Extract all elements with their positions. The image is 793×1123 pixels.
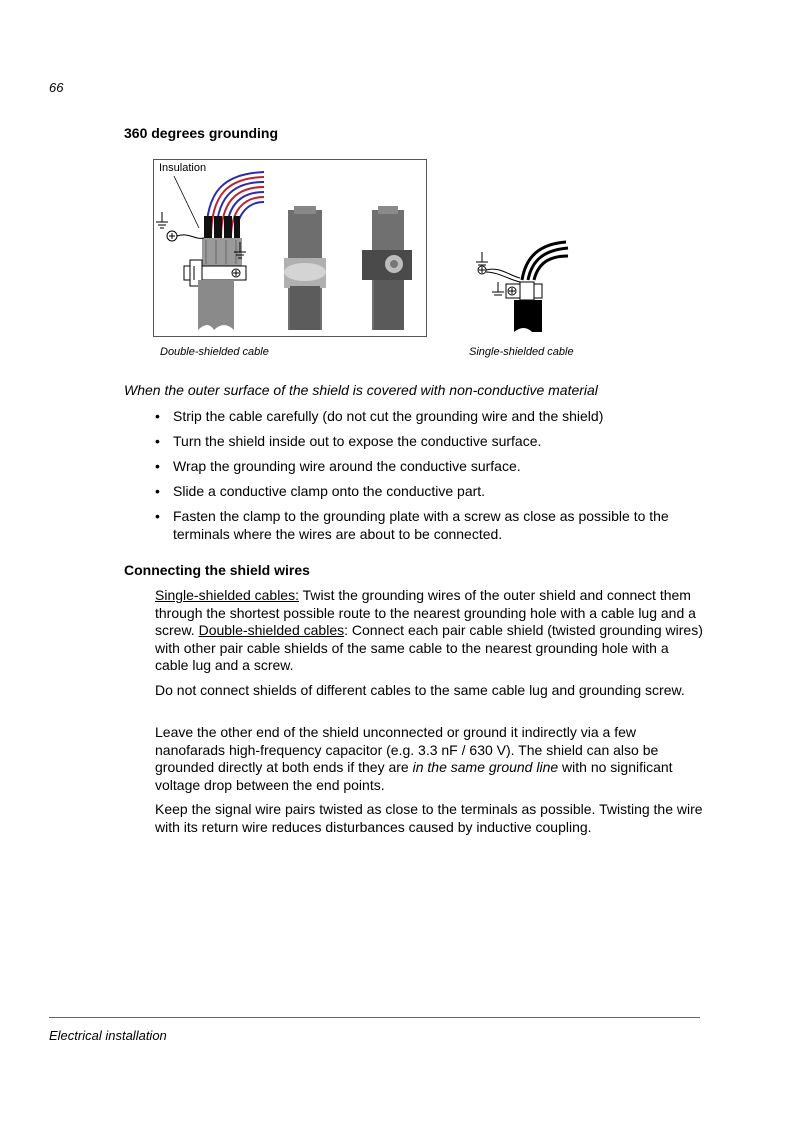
list-item: • Strip the cable carefully (do not cut the grounding wire and the shield) xyxy=(155,408,604,424)
paragraph-no-shared-lug: Do not connect shields of different cables to the same cable lug and grounding screw. xyxy=(155,682,685,698)
list-item: • Fasten the clamp to the grounding plate with a screw as close as possible to the terminals where the wires are about to be connected. xyxy=(155,508,669,542)
paragraph-cable-types: Single-shielded cables: Twist the grounding wires of the outer shield and connect them through the shortest possible route to the nearest grounding hole with a cable lug and a screw. Double-shielded cables: Connect each pair cable shield (twisted grounding wires) with other pair cable shields of the same cable to the nearest grounding hole with a cable lug and a screw. xyxy=(155,587,703,673)
subsection-heading: When the outer surface of the shield is covered with non-conductive material xyxy=(124,382,598,398)
section-title-shield-wires: Connecting the shield wires xyxy=(124,562,310,578)
bullet-icon: • xyxy=(155,408,160,424)
list-item: • Turn the shield inside out to expose the conductive surface. xyxy=(155,433,542,449)
bullet-icon: • xyxy=(155,458,160,474)
section-title: 360 degrees grounding xyxy=(124,125,279,141)
bullet-icon: • xyxy=(155,433,160,449)
bullet-icon: • xyxy=(155,483,160,499)
footer-text: Electrical installation xyxy=(49,1028,167,1043)
bullet-icon: • xyxy=(155,508,160,524)
instruction-list xyxy=(153,407,713,550)
single-shielded-cable-drawing xyxy=(470,236,580,336)
caption-double-shielded: Double-shielded cable xyxy=(160,346,269,358)
footer-divider xyxy=(49,1017,700,1018)
paragraph-twisted-pairs: Keep the signal wire pairs twisted as close to the terminals as possible. Twisting the wire with its return wire reduces disturbances caused by inductive coupling. xyxy=(155,801,703,835)
double-shielded-cable-drawing xyxy=(154,160,426,336)
paragraph-other-end: Leave the other end of the shield unconnected or ground it indirectly via a few nanofarads high-frequency capacitor (e.g. 3.3 nF / 630 V). The shield can also be grounded directly at both ends if they are in the same ground line with no significant voltage drop between the end points. xyxy=(155,724,673,793)
list-item: • Slide a conductive clamp onto the conductive part. xyxy=(155,483,486,499)
page-number: 66 xyxy=(49,80,64,95)
list-item: • Wrap the grounding wire around the conductive surface. xyxy=(155,458,521,474)
caption-single-shielded: Single-shielded cable xyxy=(469,346,574,358)
insulation-label: Insulation xyxy=(159,162,207,174)
